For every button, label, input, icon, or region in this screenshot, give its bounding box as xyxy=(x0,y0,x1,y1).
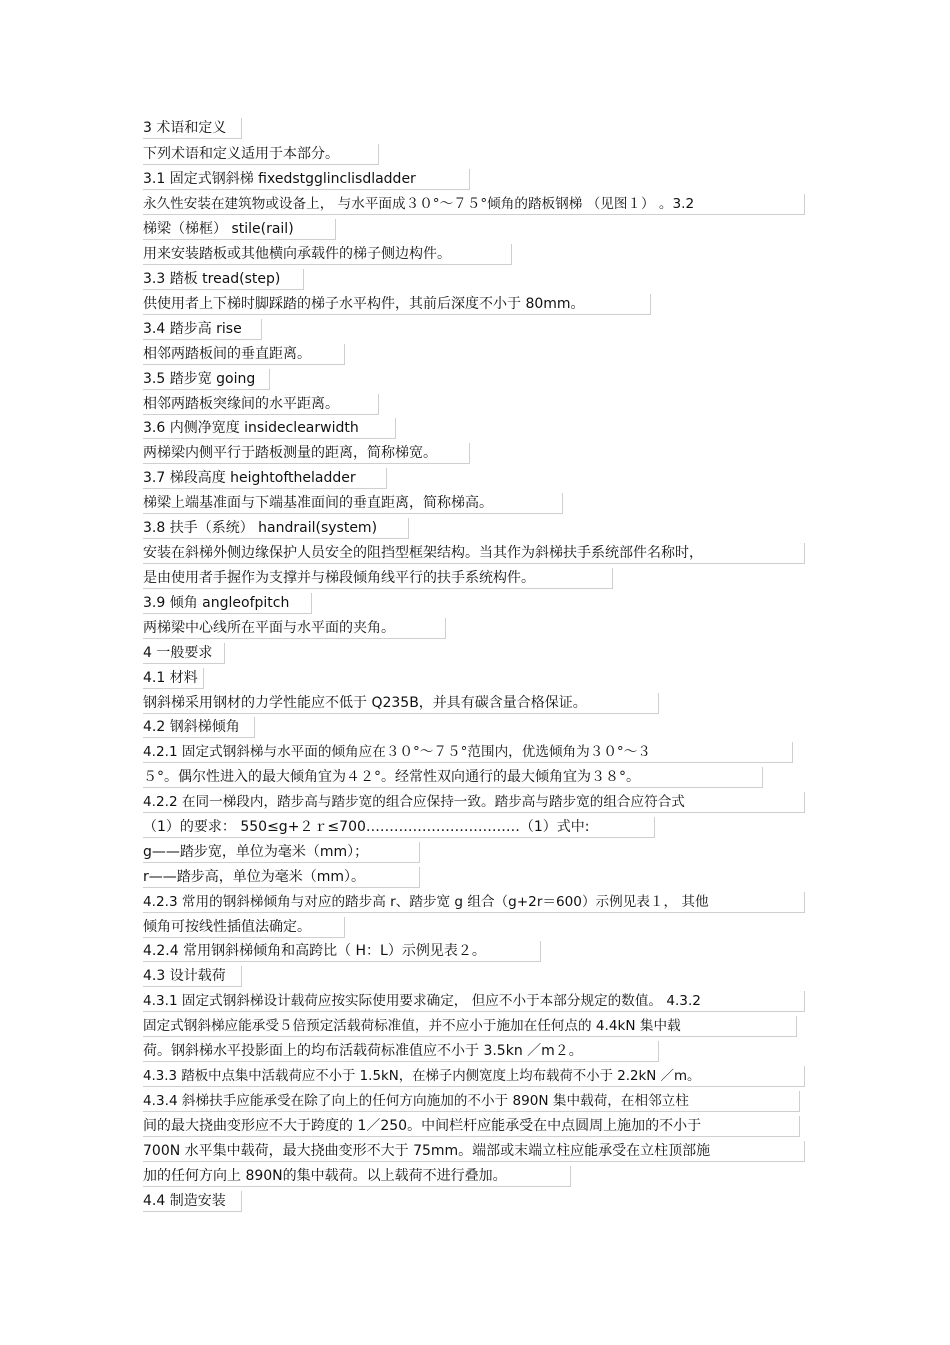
paragraph-line: 4.3.1 固定式钢斜梯设计载荷应按实际使用要求确定， 但应不小于本部分规定的数值。 4.3.2 xyxy=(143,991,805,1012)
variable-definition: g——踏步宽，单位为毫米（mm）； xyxy=(143,842,420,863)
paragraph-line: 是由使用者手握作为支撑并与梯段倾角线平行的扶手系统构件。 xyxy=(143,568,613,589)
paragraph-line: 梯梁上端基准面与下端基准面间的垂直距离，简称梯高。 xyxy=(143,493,563,514)
term-heading: 3.7 梯段高度 heightoftheladder xyxy=(143,468,387,489)
paragraph-line: 间的最大挠曲变形应不大于跨度的 1／250。中间栏杆应能承受在中点圆周上施加的不小于 xyxy=(143,1116,800,1137)
paragraph-line: 加的任何方向上 890N的集中载荷。以上载荷不进行叠加。 xyxy=(143,1166,571,1187)
paragraph-line: 供使用者上下梯时脚踩踏的梯子水平构件，其前后深度不小于 80mm。 xyxy=(143,294,651,315)
term-heading: 3.8 扶手（系统） handrail(system) xyxy=(143,518,409,539)
paragraph-line: 4.2.4 常用钢斜梯倾角和高跨比（ H：L）示例见表２。 xyxy=(143,941,541,962)
paragraph-line: ５°。偶尔性进入的最大倾角宜为４２°。经常性双向通行的最大倾角宜为３８°。 xyxy=(143,767,763,788)
term-heading: 3.9 倾角 angleofpitch xyxy=(143,593,312,614)
paragraph-line: 4.2.2 在同一梯段内，踏步高与踏步宽的组合应保持一致。踏步高与踏步宽的组合应符合式 xyxy=(143,792,805,813)
paragraph-line: 下列术语和定义适用于本部分。 xyxy=(143,144,379,165)
subsection-heading: 4.3 设计载荷 xyxy=(143,966,242,987)
term-heading: 3.3 踏板 tread(step) xyxy=(143,269,304,290)
section-heading: 3 术语和定义 xyxy=(143,118,242,139)
formula-line: （1）的要求： 550≤g+２ｒ≤700……………………………（1）式中: xyxy=(143,817,655,838)
paragraph-line: 相邻两踏板突缘间的水平距离。 xyxy=(143,394,379,415)
paragraph-line: 钢斜梯采用钢材的力学性能应不低于 Q235B，并具有碳含量合格保证。 xyxy=(143,693,659,714)
paragraph-line: 倾角可按线性插值法确定。 xyxy=(143,917,345,938)
paragraph-line: 用来安装踏板或其他横向承载件的梯子侧边构件。 xyxy=(143,244,512,265)
paragraph-line: 相邻两踏板间的垂直距离。 xyxy=(143,344,345,365)
subsection-heading: 4.4 制造安装 xyxy=(143,1191,242,1212)
subsection-heading: 4.2 钢斜梯倾角 xyxy=(143,717,255,738)
paragraph-line: 永久性安装在建筑物或设备上， 与水平面成３０°～７５°倾角的踏板钢梯 （见图１） 。3.2 xyxy=(143,194,805,215)
paragraph-line: 固定式钢斜梯应能承受５倍预定活载荷标准值，并不应小于施加在任何点的 4.4kN 集中载 xyxy=(143,1016,797,1037)
paragraph-line: 荷。钢斜梯水平投影面上的均布活载荷标准值应不小于 3.5kn ／m２。 xyxy=(143,1041,659,1062)
paragraph-line: 4.2.1 固定式钢斜梯与水平面的倾角应在３０°～７５°范围内，优选倾角为３０°～３ xyxy=(143,742,793,763)
paragraph-line: 两梯梁中心线所在平面与水平面的夹角。 xyxy=(143,618,446,639)
paragraph-line: 4.2.3 常用的钢斜梯倾角与对应的踏步高 r、踏步宽 g 组合（g+2r＝600）示例见表１， 其他 xyxy=(143,892,805,913)
term-heading: 3.5 踏步宽 going xyxy=(143,369,270,390)
term-heading: 3.4 踏步高 rise xyxy=(143,319,262,340)
term-heading: 3.1 固定式钢斜梯 fixedstgglinclisdladder xyxy=(143,169,470,190)
paragraph-line: 4.3.4 斜梯扶手应能承受在除了向上的任何方向施加的不小于 890N 集中载荷，在相邻立柱 xyxy=(143,1091,800,1112)
term-heading: 3.6 内侧净宽度 insideclearwidth xyxy=(143,418,396,439)
paragraph-line: 700N 水平集中载荷，最大挠曲变形不大于 75mm。端部或末端立柱应能承受在立柱顶部施 xyxy=(143,1141,805,1162)
section-heading: 4 一般要求 xyxy=(143,643,225,664)
paragraph-line: 安装在斜梯外侧边缘保护人员安全的阻挡型框架结构。当其作为斜梯扶手系统部件名称时， xyxy=(143,543,805,564)
paragraph-line: 4.3.3 踏板中点集中活载荷应不小于 1.5kN，在梯子内侧宽度上均布载荷不小于 2.2kN ／m。 xyxy=(143,1066,805,1087)
paragraph-line: 两梯梁内侧平行于踏板测量的距离，简称梯宽。 xyxy=(143,443,470,464)
term-heading: 梯梁（梯框） stile(rail) xyxy=(143,219,336,240)
variable-definition: r——踏步高，单位为毫米（mm）。 xyxy=(143,867,420,888)
subsection-heading: 4.1 材料 xyxy=(143,668,204,689)
